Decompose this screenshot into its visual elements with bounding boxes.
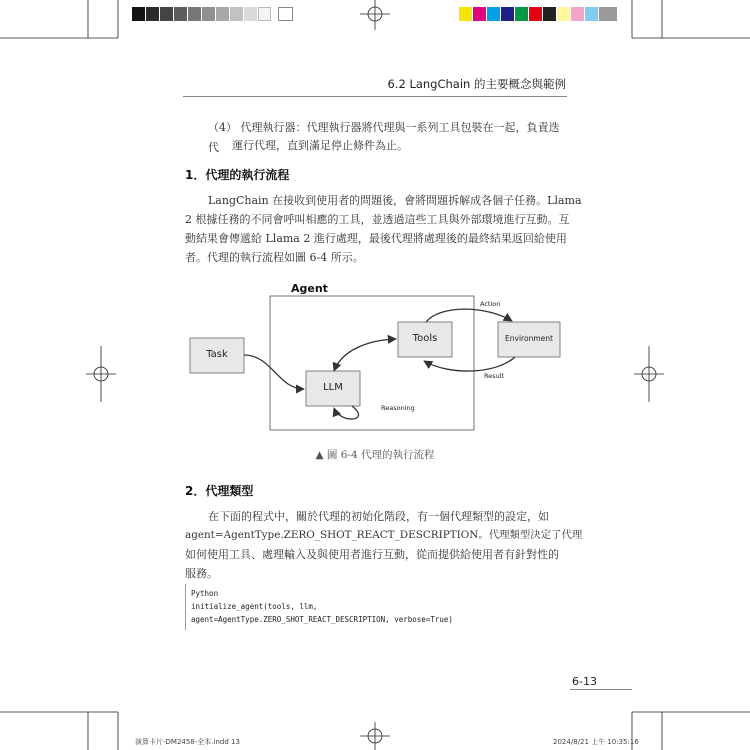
footer-filename: 演算卡片-DM2458-全本.indd 13 xyxy=(135,738,240,746)
tools-label: Tools xyxy=(412,333,438,344)
running-header: 6.2 LangChain 的主要概念與範例 xyxy=(387,77,566,91)
action-label: Action xyxy=(480,300,501,308)
llm-label: LLM xyxy=(323,382,343,393)
section-heading: 1．代理的執行流程 xyxy=(185,168,290,182)
page-number-rule xyxy=(570,689,632,690)
code-line: agent=AgentType.ZERO_SHOT_REACT_DESCRIPTION, verbose=True) xyxy=(191,615,453,624)
result-label: Result xyxy=(484,372,505,380)
body-line: agent=AgentType.ZERO_SHOT_REACT_DESCRIPTION。代理類型決定了代理 xyxy=(185,529,583,541)
reasoning-label: Reasoning xyxy=(381,404,415,412)
llm-tools-arrow xyxy=(334,339,396,371)
action-arrow xyxy=(426,309,512,322)
task-label: Task xyxy=(206,349,228,360)
reasoning-loop-arrow xyxy=(334,406,358,419)
body-line: LangChain 在接收到使用者的問題後，會將問題拆解成各個子任務。Llama xyxy=(208,194,582,207)
agent-label: Agent xyxy=(291,282,328,295)
code-line: initialize_agent(tools, llm, xyxy=(191,602,318,611)
body-line: 者。代理的執行流程如圖 6-4 所示。 xyxy=(185,251,364,264)
page-number: 6-13 xyxy=(572,675,597,688)
task-to-llm-arrow xyxy=(244,355,304,389)
body-line: 動結果會傳遞給 Llama 2 進行處理，最後代理將處理後的最終結果返回給使用 xyxy=(185,232,567,245)
body-line: 如何使用工具、處理輸入及與使用者進行互動，從而提供給使用者有針對性的 xyxy=(185,548,559,561)
body-line: 在下面的程式中，關於代理的初始化階段，有一個代理類型的設定，如 xyxy=(208,510,549,523)
code-line: Python xyxy=(191,589,219,598)
environment-label: Environment xyxy=(505,334,553,343)
result-arrow xyxy=(424,357,515,371)
intro-item-line: （4） 代理執行器：代理執行器將代理與一系列工具包裝在一起，負責迭代 xyxy=(208,121,560,154)
footer-timestamp: 2024/8/21 上午 10:35:16 xyxy=(553,738,639,746)
body-line: 2 根據任務的不同會呼叫相應的工具，並透過這些工具與外部環境進行互動。互 xyxy=(185,213,570,226)
section-heading: 2．代理類型 xyxy=(185,484,254,498)
body-line: 服務。 xyxy=(185,567,218,580)
intro-item-line: 運行代理，直到滿足停止條件為止。 xyxy=(232,139,408,152)
agent-container xyxy=(270,296,474,430)
figure-caption: ▲ 圖 6-4 代理的執行流程 xyxy=(315,449,435,461)
